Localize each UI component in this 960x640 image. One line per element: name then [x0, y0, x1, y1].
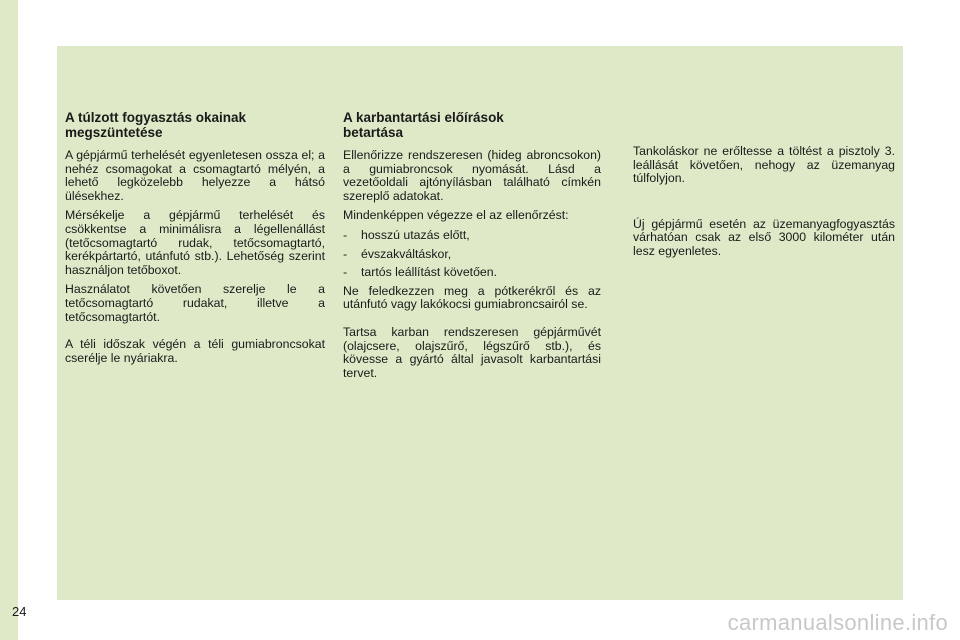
heading-line-1: A túlzott fogyasztás okainak	[65, 110, 247, 125]
paragraph-load-distribution: A gépjármű terhelését egyenletesen ossza el; a nehéz csomagokat a csomagtartó mélyén, a lehető legközelebb helyezze a hátsó ülésekhez.	[65, 148, 325, 203]
column-fuel-consumption	[65, 110, 325, 371]
paragraph-service-plan: Tartsa karban rendszeresen gépjárművét (olajcsere, olajszűrő, légszűrő stb.), és kövesse a gyártó által javasolt karbantartási tervet.	[343, 324, 601, 380]
list-item-text: hosszú utazás előtt,	[361, 227, 470, 242]
content-panel	[57, 46, 903, 600]
list-marker: -	[343, 265, 348, 280]
page-number: 24	[12, 604, 27, 619]
list-item	[343, 248, 601, 262]
paragraph-air-resistance: Mérsékelje a gépjármű terhelését és csökkentse a minimálisra a légellenállást (tetőcsomagtartó rudak, tetőcsomagtartó, kerékpártartó, utánfutó stb.). Lehetőség szerint használjon tetőboxot.	[65, 208, 325, 277]
list-item	[343, 229, 601, 243]
watermark: carmanualsonline.info	[727, 610, 948, 635]
column-refuelling	[633, 145, 895, 265]
list-marker: -	[343, 227, 348, 242]
section-heading-excess-consumption	[65, 110, 325, 140]
paragraph-spare-wheel: Ne feledkezzen meg a pótkerékről és az utánfutó vagy lakókocsi gumiabroncsairól se.	[343, 283, 601, 312]
section-heading-maintenance	[343, 110, 601, 140]
list-item	[343, 266, 601, 280]
paragraph-refuelling: Tankoláskor ne erőltesse a töltést a pisztoly 3. leállását követően, nehogy az üzemanyag túlfolyjon.	[633, 144, 895, 186]
list-item-text: évszakváltáskor,	[361, 246, 452, 261]
paragraph-winter-tyres: A téli időszak végén a téli gumiabroncsokat cserélje le nyáriakra.	[65, 337, 325, 365]
list-marker: -	[343, 246, 348, 261]
paragraph-check-when: Mindenképpen végezze el az ellenőrzést:	[343, 208, 569, 223]
column-maintenance	[343, 110, 601, 386]
paragraph-remove-roof-rack: Használatot követően szerelje le a tetőcsomagtartó rudakat, illetve a tetőcsomagtartót.	[65, 282, 325, 324]
paragraph-new-vehicle: Új gépjármű esetén az üzemanyagfogyasztás várhatóan csak az első 3000 kilométer után lesz egyenletes.	[633, 216, 895, 258]
heading-line-2: betartása	[343, 125, 404, 140]
paragraph-tyre-pressure: Ellenőrizze rendszeresen (hideg abroncsokon) a gumiabroncsok nyomását. Lásd a vezetőoldali ajtónyílásban található címkén szereplő adatokat.	[343, 148, 601, 203]
left-margin-strip	[0, 0, 18, 640]
heading-line-2: megszüntetése	[65, 125, 163, 140]
heading-line-1: A karbantartási előírások	[343, 110, 504, 125]
list-item-text: tartós leállítást követően.	[361, 265, 498, 280]
